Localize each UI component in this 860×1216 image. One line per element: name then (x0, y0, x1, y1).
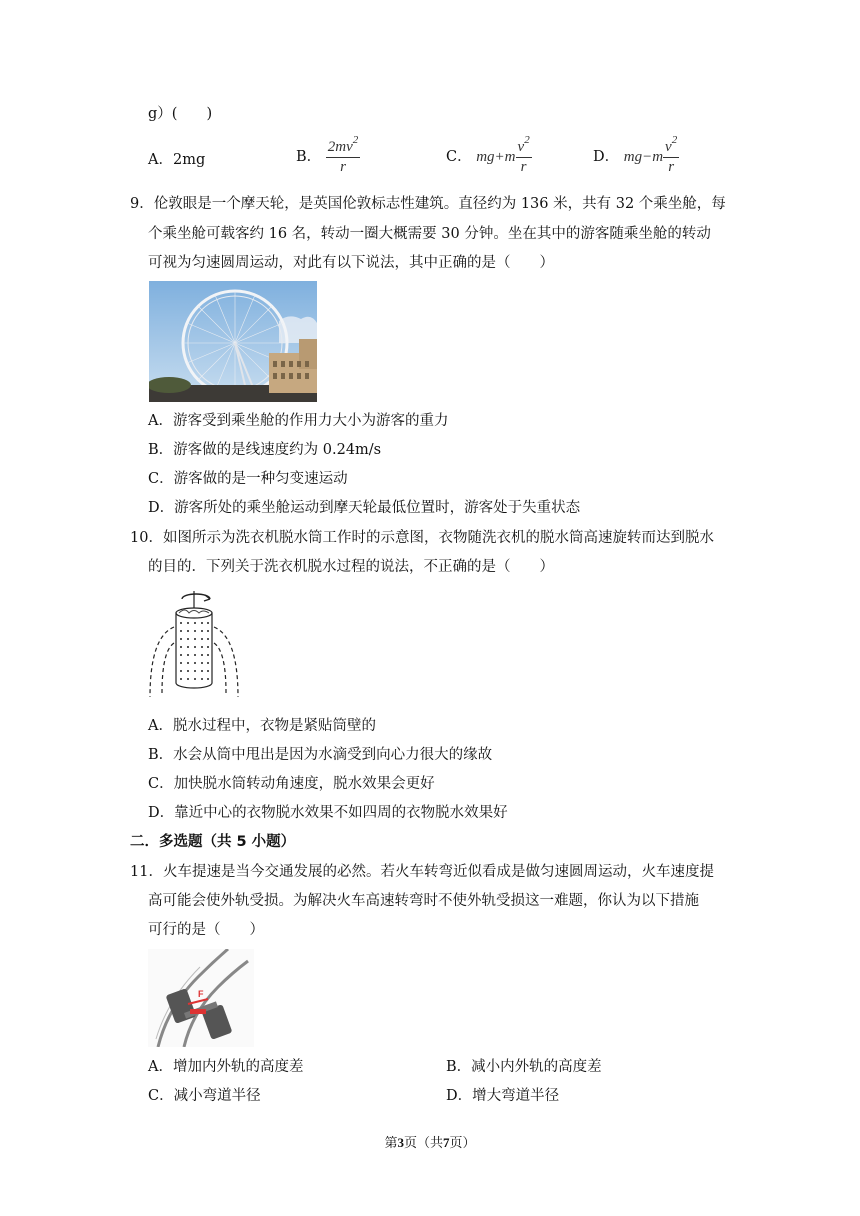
footer-middle: 页（共 (403, 1136, 443, 1151)
q11-stem-line1: 11．火车提速是当今交通发展的必然。若火车转弯近似看成是做匀速圆周运动，火车速度提 (130, 864, 714, 880)
q10-stem-line1: 10．如图所示为洗衣机脱水筒工作时的示意图，衣物随洗衣机的脱水筒高速旋转而达到脱水 (130, 530, 714, 546)
footer-suffix: 页） (449, 1136, 476, 1151)
q8-option-c (446, 134, 532, 176)
svg-text:F: F (198, 989, 204, 999)
q11-stem-line3: 可行的是（ ） (148, 922, 264, 938)
q10-option-d: D．靠近中心的衣物脱水效果不如四周的衣物脱水效果好 (148, 805, 508, 821)
q10-option-b: B．水会从筒中甩出是因为水滴受到向心力很大的缘故 (148, 747, 493, 763)
q9-stem-line3: 可视为匀速圆周运动，对此有以下说法，其中正确的是（ ） (148, 255, 554, 271)
q9-option-c: C．游客做的是一种匀变速运动 (148, 471, 348, 487)
q11-option-b: B．减小内外轨的高度差 (446, 1059, 602, 1075)
ferris-wheel-photo (149, 281, 317, 402)
q9-option-d: D．游客所处的乘坐舱运动到摩天轮最低位置时，游客处于失重状态 (148, 500, 581, 516)
q9-stem-line2: 个乘坐舱可载客约 16 名，转动一圈大概需要 30 分钟。坐在其中的游客随乘坐舱的转动 (148, 226, 711, 242)
footer-total-pages: 7 (443, 1135, 450, 1150)
q8-stem-tail: g）( ) (148, 106, 213, 122)
footer-page-number: 3 (397, 1135, 404, 1150)
q8-option-d-formula-frac: $\frac{v^2}{r}$ (665, 134, 678, 175)
section-heading-multiple-choice: 二．多选题（共 5 小题） (130, 834, 296, 850)
footer-prefix: 第 (384, 1136, 398, 1151)
q10-option-c: C．加快脱水筒转动角速度，脱水效果会更好 (148, 776, 435, 792)
q9-option-a: A．游客受到乘坐舱的作用力大小为游客的重力 (148, 413, 449, 429)
q9-option-b: B．游客做的是线速度约为 0.24m/s (148, 442, 382, 458)
q11-option-d: D．增大弯道半径 (446, 1088, 560, 1104)
q11-option-a: A．增加内外轨的高度差 (148, 1059, 304, 1075)
q11-option-c: C．减小弯道半径 (148, 1088, 261, 1104)
q8-option-b (296, 134, 360, 176)
q8-option-b-formula: $\frac{2mv^2}{r}$ (327, 134, 359, 175)
q9-stem-line1: 9．伦敦眼是一个摩天轮，是英国伦敦标志性建筑。直径约为 136 米，共有 32 个乘坐舱，每 (130, 196, 726, 212)
q8-option-c-formula-lead: mg+m (476, 149, 516, 165)
q11-stem-line2: 高可能会使外轨受损。为解决火车高速转弯时不使外轨受损这一难题，你认为以下措施 (148, 893, 699, 909)
page-footer (0, 1132, 860, 1151)
q8-option-c-formula-frac: $\frac{v^2}{r}$ (517, 134, 530, 175)
spin-dryer-diagram (146, 587, 242, 705)
q10-stem-line2: 的目的．下列关于洗衣机脱水过程的说法，不正确的是（ ） (148, 559, 554, 575)
q8-option-a: A．2mg (148, 152, 206, 168)
q8-option-c-label: C． (446, 149, 472, 165)
q10-option-a: A．脱水过程中，衣物是紧贴筒壁的 (148, 718, 376, 734)
q8-option-d-label: D． (593, 149, 620, 165)
q8-option-b-label: B． (296, 149, 322, 165)
q8-option-d-formula-lead: mg−m (623, 149, 664, 165)
train-rail-diagram (148, 949, 254, 1047)
q8-option-d (593, 134, 679, 176)
